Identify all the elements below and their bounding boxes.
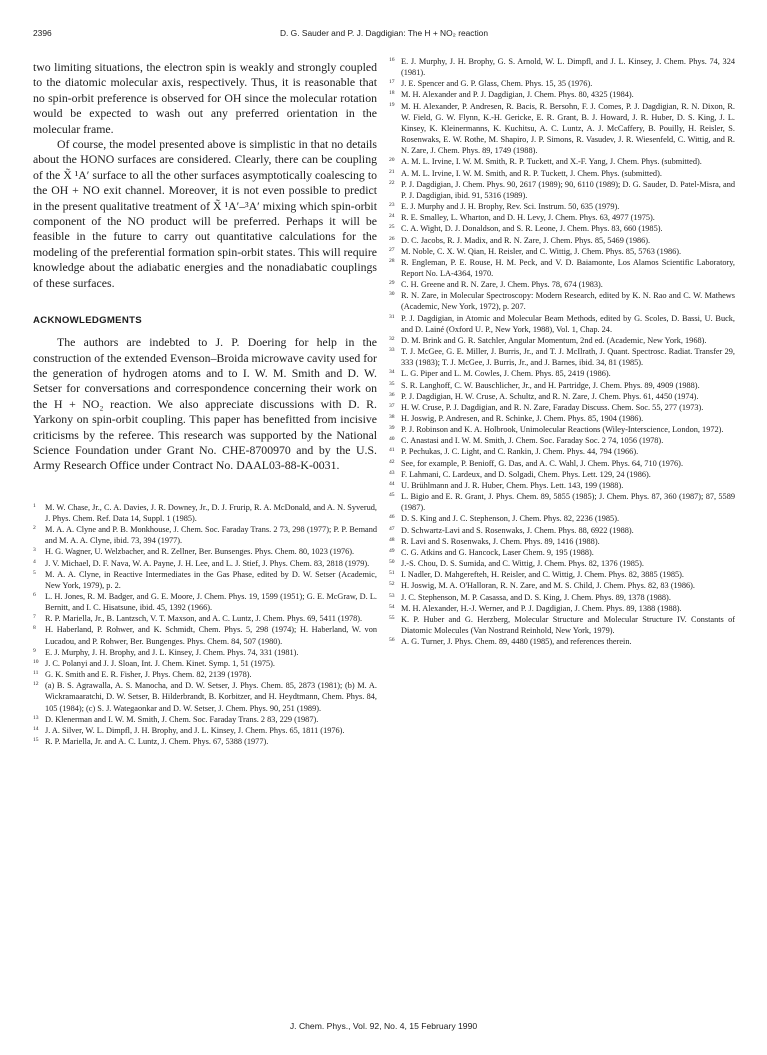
- reference-item: [33, 558, 377, 569]
- reference-item: [389, 413, 735, 424]
- reference-item: [389, 89, 735, 100]
- reference-number: 15: [33, 737, 39, 744]
- reference-text: D. Klenerman and I. W. M. Smith, J. Chem. Soc. Faraday Trans. 2 83, 229 (1987).: [45, 714, 319, 724]
- reference-number: 5: [33, 569, 36, 576]
- reference-item: [389, 279, 735, 290]
- reference-number: 40: [389, 436, 395, 443]
- reference-text: S. R. Langhoff, C. W. Bauschlicher, Jr., and H. Partridge, J. Chem. Phys. 89, 4909 (1988).: [401, 380, 700, 390]
- reference-number: 30: [389, 291, 395, 298]
- reference-number: 54: [389, 603, 395, 610]
- reference-text: P. J. Robinson and K. A. Holbrook, Unimolecular Reactions (Wiley-Interscience, London, 1972).: [401, 425, 724, 435]
- reference-text: L. G. Piper and L. M. Cowles, J. Chem. Phys. 85, 2419 (1986).: [401, 369, 611, 379]
- reference-item: [389, 614, 735, 636]
- reference-text: (a) B. S. Agrawalla, A. S. Manocha, and D. W. Setser, J. Phys. Chem. 85, 2873 (1981); (b) M. A. Wickramaaratchi, D. W. Setser, B. Hilderbrandt, B. Korbitzer, and H. Heydtmann, Chem. Phys. 84, 105 (1984); (c) S. J. Wategaonkar and D. W. Setser, J. Chem. Phys. 90, 251 (1989).: [45, 681, 377, 713]
- acknowledgments-heading: ACKNOWLEDGMENTS: [33, 315, 142, 327]
- reference-item: [389, 446, 735, 457]
- reference-number: 45: [389, 492, 395, 499]
- reference-item: [389, 491, 735, 513]
- reference-number: 49: [389, 547, 395, 554]
- reference-item: [389, 78, 735, 89]
- reference-number: 10: [33, 658, 39, 665]
- reference-number: 3: [33, 547, 36, 554]
- reference-text: D. S. King and J. C. Stephenson, J. Chem. Phys. 82, 2236 (1985).: [401, 514, 620, 524]
- reference-item: [33, 624, 377, 646]
- reference-text: U. Brühlmann and J. R. Huber, Chem. Phys. Lett. 143, 199 (1988).: [401, 480, 624, 490]
- reference-number: 9: [33, 647, 36, 654]
- reference-item: [389, 335, 735, 346]
- reference-item: [33, 680, 377, 713]
- reference-item: [389, 201, 735, 212]
- reference-text: D. C. Jacobs, R. J. Madix, and R. N. Zare, J. Chem. Phys. 85, 5469 (1986).: [401, 235, 651, 245]
- reference-number: 47: [389, 525, 395, 532]
- reference-item: [389, 513, 735, 524]
- reference-text: E. J. Murphy, J. H. Brophy, G. S. Arnold, W. L. Dimpfl, and J. L. Kinsey, J. Chem. Phys. 74, 324 (1981).: [401, 57, 735, 78]
- reference-text: I. Nadler, D. Mahgerefteh, H. Reisler, and C. Wittig, J. Chem. Phys. 82, 3885 (1985).: [401, 570, 684, 580]
- reference-item: [389, 580, 735, 591]
- reference-text: A. M. L. Irvine, I. W. M. Smith, and R. P. Tuckett, J. Chem. Phys. (submitted).: [401, 168, 662, 178]
- reference-number: 22: [389, 179, 395, 186]
- reference-item: [389, 368, 735, 379]
- reference-text: J. C. Stephenson, M. P. Casassa, and D. S. King, J. Chem. Phys. 89, 1378 (1988).: [401, 592, 671, 602]
- reference-text: M. A. A. Clyne, in Reactive Intermediates in the Gas Phase, edited by D. W. Setser (Academic, New York, 1979), p. 2.: [45, 569, 377, 590]
- reference-text: C. G. Atkins and G. Hancock, Laser Chem. 9, 195 (1988).: [401, 547, 594, 557]
- reference-number: 26: [389, 235, 395, 242]
- reference-number: 2: [33, 525, 36, 532]
- reference-number: 14: [33, 725, 39, 732]
- reference-item: [389, 346, 735, 368]
- reference-item: [389, 424, 735, 435]
- reference-number: 33: [389, 347, 395, 354]
- reference-text: M. H. Alexander, P. Andresen, R. Bacis, R. Bersohn, F. J. Comes, P. J. Dagdigian, R. N. Dixon, R. W. Field, G. W. Flynn, K.-H. Gericke, E. R. Grant, B. J. Howard, J. R. Huber, D. S. King, J. L. Kinsey, K. Kleinermanns, K. Kuchitsu, A. C. Luntz, A. J. McCaffery, B. Pouilly, H. Reisler, S. Rosenwaks, E. W. Rothe, M. Shapiro, J. P. Simons, R. Vasudev, J. R. Wiesenfeld, C. Wittig, and R. N. Zare, J. Chem. Phys. 89, 1749 (1988).: [401, 101, 735, 156]
- reference-text: H. Haberland, P. Rohwer, and K. Schmidt, Chem. Phys. 5, 298 (1974); H. Haberland, W. von Lucadou, and P. Rohwer, Ber. Bungenges. Phys. Chem. 84, 507 (1980).: [45, 625, 377, 646]
- reference-number: 17: [389, 79, 395, 86]
- reference-item: [389, 246, 735, 257]
- reference-text: M. H. Alexander and P. J. Dagdigian, J. Chem. Phys. 80, 4325 (1984).: [401, 90, 634, 100]
- reference-text: H. G. Wagner, U. Welzbacher, and R. Zellner, Ber. Bunsenges. Phys. Chem. 80, 1023 (1976).: [45, 547, 355, 557]
- reference-number: 1: [33, 502, 36, 509]
- journal-footer: J. Chem. Phys., Vol. 92, No. 4, 15 February 1990: [289, 1021, 478, 1031]
- reference-text: E. J. Murphy, J. H. Brophy, and J. L. Kinsey, J. Chem. Phys. 74, 331 (1981).: [45, 647, 299, 657]
- reference-item: [389, 290, 735, 312]
- reference-item: [389, 402, 735, 413]
- reference-item: [389, 469, 735, 480]
- reference-text: R. Engleman, P. E. Rouse, H. M. Peck, and V. D. Baiamonte, Los Alamos Scientific Laboratory, Report No. LA-4364, 1970.: [401, 257, 735, 278]
- reference-item: [389, 480, 735, 491]
- reference-item: [33, 658, 377, 669]
- reference-item: [33, 736, 377, 747]
- reference-item: [33, 546, 377, 557]
- reference-text: C. H. Greene and R. N. Zare, J. Chem. Phys. 78, 674 (1983).: [401, 280, 603, 290]
- reference-number: 18: [389, 90, 395, 97]
- reference-text: E. J. Murphy and J. H. Brophy, Rev. Sci. Instrum. 50, 635 (1979).: [401, 202, 620, 212]
- reference-number: 42: [389, 458, 395, 465]
- reference-text: P. J. Dagdigian, J. Chem. Phys. 90, 2617 (1989); 90, 6110 (1989); D. G. Sauder, D. Patel-Misra, and P. J. Dagdigian, ibid. 91, 5316 (1989).: [401, 179, 735, 200]
- reference-item: [389, 458, 735, 469]
- reference-text: M. A. A. Clyne and P. B. Monkhouse, J. Chem. Soc. Faraday Trans. 2 73, 298 (1977); P. P. Bemand and M. A. A. Clyne, ibid. 73, 394 (1977).: [45, 525, 377, 546]
- reference-item: [389, 569, 735, 580]
- reference-text: J. E. Spencer and G. P. Glass, Chem. Phys. 15, 35 (1976).: [401, 79, 593, 89]
- reference-item: [33, 502, 377, 524]
- reference-text: D. M. Brink and G. R. Satchler, Angular Momentum, 2nd ed. (Academic, New York, 1968).: [401, 335, 707, 345]
- reference-text: F. Lahmani, C. Lardeux, and D. Solgadi, Chem. Phys. Lett. 129, 24 (1986).: [401, 469, 651, 479]
- reference-number: 13: [33, 714, 39, 721]
- reference-text: J. C. Polanyi and J. J. Sloan, Int. J. Chem. Kinet. Symp. 1, 51 (1975).: [45, 658, 276, 668]
- reference-number: 41: [389, 447, 395, 454]
- reference-item: [389, 603, 735, 614]
- reference-text: See, for example, P. Benioff, G. Das, and A. C. Wahl, J. Chem. Phys. 64, 710 (1976).: [401, 458, 684, 468]
- reference-number: 11: [33, 670, 39, 677]
- reference-number: 52: [389, 581, 395, 588]
- reference-number: 20: [389, 157, 395, 164]
- reference-number: 36: [389, 391, 395, 398]
- reference-item: [389, 212, 735, 223]
- reference-item: [389, 525, 735, 536]
- reference-item: [33, 524, 377, 546]
- reference-list-left: [33, 502, 377, 747]
- reference-item: [33, 569, 377, 591]
- reference-number: 55: [389, 614, 395, 621]
- reference-item: [389, 313, 735, 335]
- reference-text: H. W. Cruse, P. J. Dagdigian, and R. N. Zare, Faraday Discuss. Chem. Soc. 55, 277 (1973).: [401, 402, 704, 412]
- reference-text: T. J. McGee, G. E. Miller, J. Burris, Jr., and T. J. McIlrath, J. Quant. Spectrosc. Radiat. Transfer 29, 333 (1983); T. J. McGee, J. Burris, Jr., and J. Barnes, ibid. 34, 81 (1985).: [401, 347, 735, 368]
- reference-number: 7: [33, 614, 36, 621]
- reference-number: 25: [389, 224, 395, 231]
- page-header: [33, 28, 735, 42]
- reference-text: R. E. Smalley, L. Wharton, and D. H. Levy, J. Chem. Phys. 63, 4977 (1975).: [401, 213, 655, 223]
- reference-text: J. A. Silver, W. L. Dimpfl, J. H. Brophy, and J. L. Kinsey, J. Chem. Phys. 65, 1811 (1976).: [45, 725, 345, 735]
- reference-text: R. P. Mariella, Jr., B. Lantzsch, V. T. Maxson, and A. C. Luntz, J. Chem. Phys. 69, 5411 (1978).: [45, 614, 363, 624]
- reference-text: H. Joswig, P. Andresen, and R. Schinke, J. Chem. Phys. 85, 1904 (1986).: [401, 414, 644, 423]
- reference-text: J.-S. Chou, D. S. Sumida, and C. Wittig, J. Chem. Phys. 82, 1376 (1985).: [401, 559, 644, 569]
- reference-number: 44: [389, 480, 395, 487]
- reference-text: R. Lavi and S. Rosenwaks, J. Chem. Phys. 89, 1416 (1988).: [401, 536, 600, 546]
- reference-number: 48: [389, 536, 395, 543]
- reference-text: P. Pechukas, J. C. Light, and C. Rankin, J. Chem. Phys. 44, 794 (1966).: [401, 447, 639, 457]
- reference-text: L. H. Jones, R. M. Badger, and G. E. Moore, J. Chem. Phys. 19, 1599 (1951); G. E. McGraw, D. L. Bernitt, and I. C. Hisatsune, ibid. 45, 1392 (1966).: [45, 592, 377, 613]
- acknowledgments-paragraph: The authors are indebted to J. P. Doering for help in the construction of the extended Evenson–Broida microwave cavity used for the generation of hydrogen atoms and to I. W. M. Smith and D. W. Setser for conversations and correspondence concerning their work on the H + NO₂ reaction. We also appreciate discussions with D. R. Yarkony on spin-orbit coupling. This paper has benefitted from incisive criticisms by the referee. This research was supported by the National Science Foundation under Grant No. CHE-8700970 and by the U.S. Army Research Office under Contract No. DAAL03-88-K-0031.: [33, 335, 377, 473]
- reference-item: [389, 168, 735, 179]
- reference-number: 28: [389, 257, 395, 264]
- reference-text: R. P. Mariella, Jr. and A. C. Luntz, J. Chem. Phys. 67, 5388 (1977).: [45, 737, 269, 747]
- reference-number: 8: [33, 625, 36, 632]
- reference-item: [389, 391, 735, 402]
- reference-number: 38: [389, 414, 395, 420]
- reference-list-right: [389, 56, 735, 647]
- reference-number: 4: [33, 558, 36, 565]
- reference-item: [33, 669, 377, 680]
- reference-item: [389, 179, 735, 201]
- reference-number: 37: [389, 402, 395, 409]
- reference-item: [389, 592, 735, 603]
- reference-text: A. M. L. Irvine, I. W. M. Smith, R. P. Tuckett, and X.-F. Yang, J. Chem. Phys. (submitted).: [401, 157, 702, 167]
- reference-text: H. Joswig, M. A. O'Halloran, R. N. Zare, and M. S. Child, J. Chem. Phys. 82, 83 (1986).: [401, 581, 695, 591]
- reference-number: 19: [389, 101, 395, 108]
- reference-number: 6: [33, 592, 36, 598]
- reference-text: G. K. Smith and E. R. Fisher, J. Phys. Chem. 82, 2139 (1978).: [45, 670, 252, 680]
- reference-text: M. Noble, C. X. W. Qian, H. Reisler, and C. Wittig, J. Chem. Phys. 85, 5763 (1986).: [401, 246, 682, 256]
- reference-item: [389, 380, 735, 391]
- reference-item: [389, 435, 735, 446]
- reference-item: [33, 725, 377, 736]
- body-paragraph: Of course, the model presented above is simplistic in that no details about the HONO surfaces are considered. Clearly, there can be coupling of the X̃ ¹A′ surface to all the other surfaces asymptotically coalescing to the OH + NO exit channel. Moreover, it is not even possible to predict in the present qualitative treatment of X̃ ¹A′–³A′ mixing which spin-orbit component of the NO product will be preferred. Perhaps it will be feasible in the future to carry out quantitative calculations for the modeling of the preferential formation spin-orbit states. This will require knowledge about the adiabatic energies and the nonadiabatic couplings of these surfaces.: [33, 137, 377, 290]
- reference-item: [389, 636, 735, 647]
- reference-number: 21: [389, 168, 395, 175]
- reference-number: 31: [389, 313, 395, 320]
- reference-number: 50: [389, 559, 395, 566]
- reference-number: 46: [389, 514, 395, 521]
- reference-item: [389, 156, 735, 167]
- reference-number: 56: [389, 637, 395, 644]
- reference-item: [389, 547, 735, 558]
- reference-text: R. N. Zare, in Molecular Spectroscopy: Modern Research, edited by K. N. Rao and C. W. Mathews (Academic, New York, 1972), p. 207.: [401, 291, 735, 312]
- reference-text: P. J. Dagdigian, in Atomic and Molecular Beam Methods, edited by G. Scoles, D. Bassi, U. Buck, and D. Lainé (Oxford U. P., New York, 1988), Vol. 1, Chap. 24.: [401, 313, 735, 334]
- reference-number: 53: [389, 592, 395, 599]
- reference-text: L. Bigio and E. R. Grant, J. Phys. Chem. 89, 5855 (1985); J. Chem. Phys. 87, 360 (1987); 87, 5589 (1987).: [401, 492, 735, 513]
- reference-number: 34: [389, 369, 395, 376]
- reference-number: 51: [389, 570, 395, 577]
- reference-number: 27: [389, 246, 395, 253]
- reference-number: 32: [389, 335, 395, 342]
- reference-item: [389, 536, 735, 547]
- reference-text: C. A. Wight, D. J. Donaldson, and S. R. Leone, J. Chem. Phys. 83, 660 (1985).: [401, 224, 663, 234]
- reference-item: [389, 56, 735, 78]
- page-number: 2396: [33, 28, 52, 38]
- reference-number: 43: [389, 469, 395, 476]
- reference-text: A. G. Turner, J. Phys. Chem. 89, 4480 (1985), and references therein.: [401, 637, 632, 647]
- body-paragraph: two limiting situations, the electron spin is weakly and strongly coupled to the diatomic molecular axis, respectively. Thus, it is reasonable that no spin-orbit preference is observed for OH since the molecular rotation would be expected to wash out any preferred orientation in the molecular frame.: [33, 60, 377, 136]
- reference-item: [389, 101, 735, 157]
- reference-item: [33, 613, 377, 624]
- reference-item: [33, 647, 377, 658]
- reference-text: P. J. Dagdigian, H. W. Cruse, A. Schultz, and R. N. Zare, J. Chem. Phys. 61, 4450 (1974).: [401, 391, 699, 401]
- reference-item: [389, 235, 735, 246]
- left-column: [33, 60, 377, 747]
- reference-number: 24: [389, 213, 395, 220]
- reference-text: M. H. Alexander, H.-J. Werner, and P. J. Dagdigian, J. Chem. Phys. 89, 1388 (1988).: [401, 603, 682, 613]
- reference-item: [389, 257, 735, 279]
- reference-item: [33, 714, 377, 725]
- reference-number: 12: [33, 681, 39, 688]
- reference-number: 35: [389, 380, 395, 387]
- reference-text: C. Anastasi and I. W. M. Smith, J. Chem. Soc. Faraday Soc. 2 74, 1056 (1978).: [401, 436, 664, 446]
- reference-item: [389, 223, 735, 234]
- reference-number: 29: [389, 280, 395, 287]
- reference-text: M. W. Chase, Jr., C. A. Davies, J. R. Downey, Jr., D. J. Frurip, R. A. McDonald, and A. N. Syverud, J. Phys. Chem. Ref. Data 14, Suppl. 1 (1985).: [45, 502, 377, 523]
- reference-text: D. Schwartz-Lavi and S. Rosenwaks, J. Chem. Phys. 88, 6922 (1988).: [401, 525, 634, 535]
- reference-text: J. V. Michael, D. F. Nava, W. A. Payne, J. H. Lee, and L. J. Stief, J. Phys. Chem. 83, 2818 (1979).: [45, 558, 370, 568]
- reference-text: K. P. Huber and G. Herzberg, Molecular Structure and Molecular Structure IV. Constants of Diatomic Molecules (Van Nostrand Reinhold, New York, 1979).: [401, 614, 735, 635]
- reference-number: 16: [389, 57, 395, 63]
- reference-number: 39: [389, 425, 395, 432]
- running-head: D. G. Sauder and P. J. Dagdigian: The H + NO₂ reaction: [279, 28, 488, 38]
- reference-item: [389, 558, 735, 569]
- reference-number: 23: [389, 202, 395, 209]
- reference-item: [33, 591, 377, 613]
